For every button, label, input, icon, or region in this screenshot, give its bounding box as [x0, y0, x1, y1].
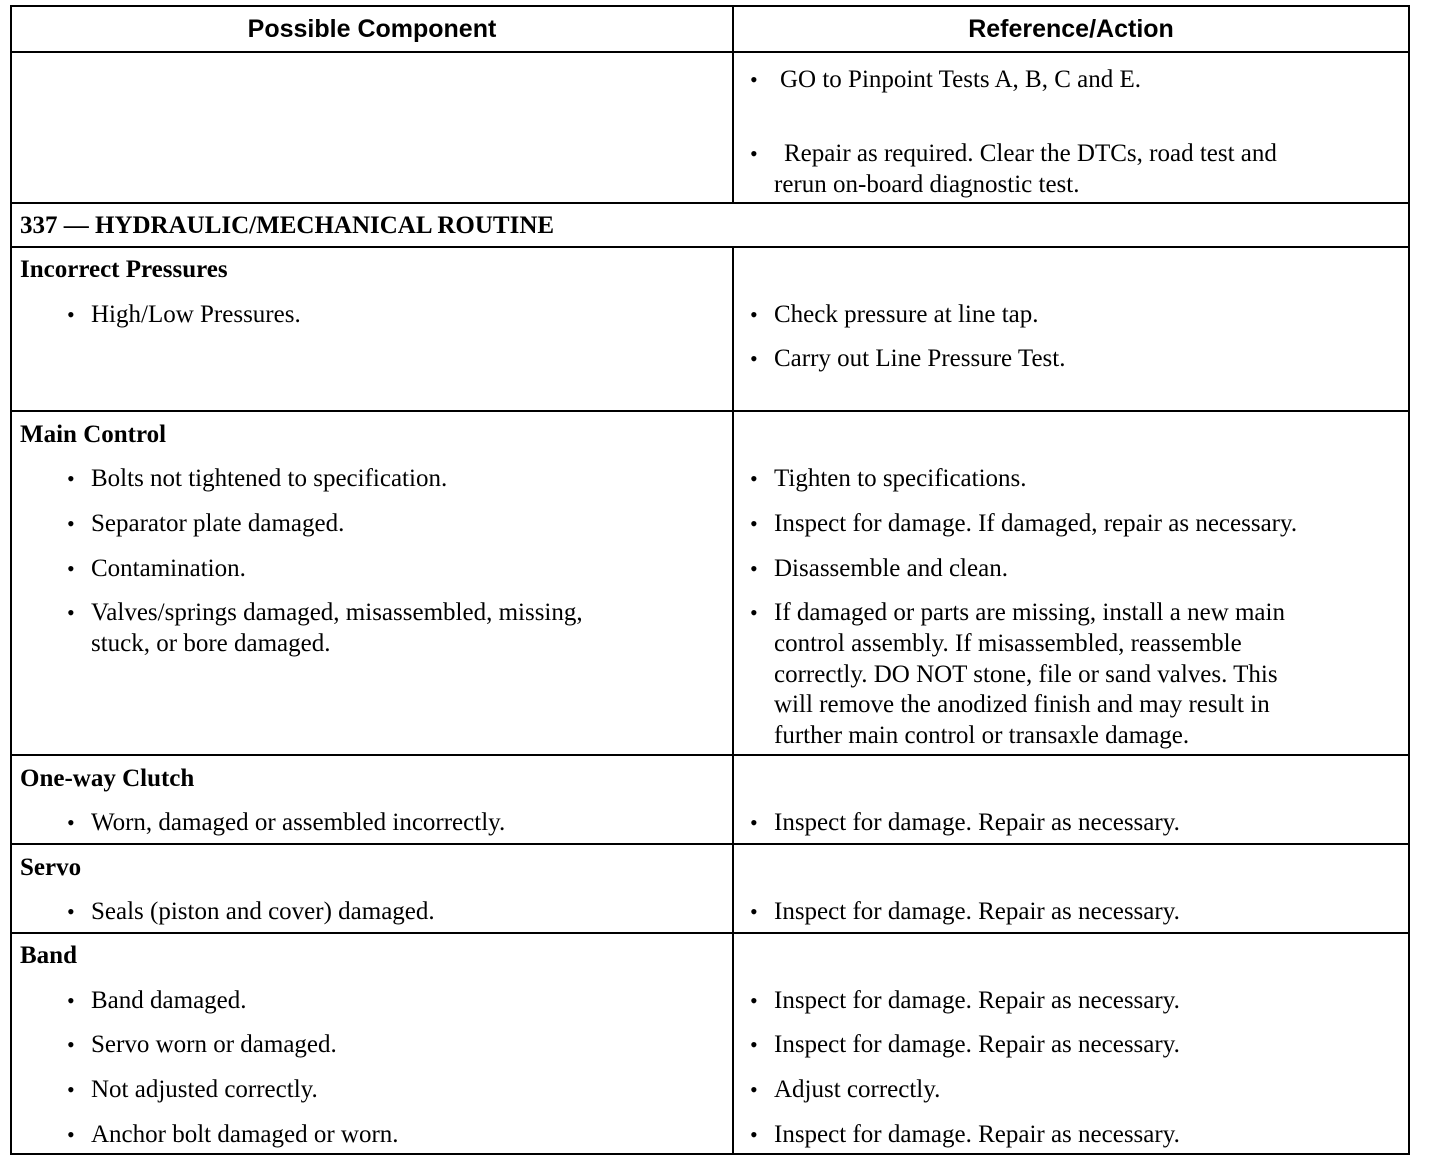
component-cell: [12, 248, 734, 410]
bullet-icon: •: [67, 1032, 75, 1057]
action-text: Check pressure at line tap.: [774, 301, 1039, 328]
header-possible-component: Possible Component: [12, 7, 734, 51]
bullet-icon: •: [67, 600, 75, 625]
component-text: Seals (piston and cover) damaged.: [91, 898, 435, 925]
action-text: control assembly. If misassembled, reassemble: [774, 630, 1242, 657]
component-text: Separator plate damaged.: [91, 510, 345, 537]
action-text: rerun on-board diagnostic test.: [774, 171, 1080, 198]
action-text: Inspect for damage. If damaged, repair as necessary.: [774, 510, 1298, 537]
bullet-icon: •: [750, 511, 758, 536]
action-text: Inspect for damage. Repair as necessary.: [774, 898, 1180, 925]
action-text: further main control or transaxle damage.: [774, 722, 1190, 749]
section-title: 337 — HYDRAULIC/MECHANICAL ROUTINE: [20, 212, 555, 239]
bullet-icon: •: [67, 988, 75, 1013]
bullet-icon: •: [750, 1032, 758, 1057]
header-reference-action: Reference/Action: [968, 15, 1174, 43]
action-cell: [734, 845, 1408, 932]
bullet-icon: •: [67, 556, 75, 581]
bullet-icon: •: [67, 511, 75, 536]
table-row: [12, 53, 1408, 204]
bullet-icon: •: [750, 899, 758, 924]
bullet-icon: •: [750, 302, 758, 327]
action-text: Inspect for damage. Repair as necessary.: [774, 1031, 1180, 1058]
bullet-icon: •: [750, 600, 758, 625]
table-row: [12, 845, 1408, 934]
component-cell: [12, 412, 734, 754]
bullet-icon: •: [750, 141, 758, 166]
component-cell: [12, 934, 734, 1153]
bullet-icon: •: [750, 556, 758, 581]
group-title: Servo: [20, 854, 82, 881]
table-header-row: [12, 7, 1408, 53]
action-text: Repair as required. Clear the DTCs, road test and: [784, 140, 1277, 167]
action-text: Tighten to specifications.: [774, 465, 1027, 492]
bullet-icon: •: [750, 67, 758, 92]
component-text: High/Low Pressures.: [91, 301, 301, 328]
table-row: [12, 756, 1408, 845]
group-title: One-way Clutch: [20, 765, 195, 792]
bullet-icon: •: [67, 899, 75, 924]
bullet-icon: •: [67, 302, 75, 327]
component-text: Bolts not tightened to specification.: [91, 465, 448, 492]
action-text: GO to Pinpoint Tests A, B, C and E.: [780, 66, 1142, 93]
component-text: Servo worn or damaged.: [91, 1031, 337, 1058]
table-row: [12, 934, 1408, 1153]
bullet-icon: •: [67, 1122, 75, 1147]
action-cell: [734, 248, 1408, 410]
bullet-icon: •: [67, 1077, 75, 1102]
bullet-icon: •: [750, 1122, 758, 1147]
table-row: [12, 248, 1408, 412]
group-title: Incorrect Pressures: [20, 256, 228, 283]
action-text: Inspect for damage. Repair as necessary.: [774, 987, 1180, 1014]
action-cell: [734, 412, 1408, 754]
section-title-cell: [12, 204, 1408, 246]
section-header-row: [12, 204, 1408, 248]
group-title: Band: [20, 942, 77, 969]
table-row: [12, 412, 1408, 756]
component-text: stuck, or bore damaged.: [91, 630, 331, 657]
component-text: Anchor bolt damaged or worn.: [91, 1121, 399, 1148]
bullet-icon: •: [750, 346, 758, 371]
component-text: Worn, damaged or assembled incorrectly.: [91, 809, 506, 836]
action-cell: [734, 53, 1408, 202]
action-text: Adjust correctly.: [774, 1076, 941, 1103]
diagnostic-table: [10, 5, 1410, 1155]
action-cell: [734, 756, 1408, 843]
group-title: Main Control: [20, 421, 167, 448]
component-text: Band damaged.: [91, 987, 247, 1014]
component-cell: [12, 845, 734, 932]
component-cell: [12, 756, 734, 843]
component-text: Contamination.: [91, 555, 246, 582]
component-text: Not adjusted correctly.: [91, 1076, 318, 1103]
bullet-icon: •: [67, 466, 75, 491]
action-cell: [734, 934, 1408, 1153]
action-text: Carry out Line Pressure Test.: [774, 345, 1066, 372]
action-text: Inspect for damage. Repair as necessary.: [774, 809, 1180, 836]
action-text: Inspect for damage. Repair as necessary.: [774, 1121, 1180, 1148]
action-text: correctly. DO NOT stone, file or sand valves. This: [774, 661, 1278, 688]
bullet-icon: •: [750, 988, 758, 1013]
bullet-icon: •: [750, 466, 758, 491]
action-text: will remove the anodized finish and may result in: [774, 691, 1270, 718]
component-cell: [12, 53, 734, 202]
bullet-icon: •: [750, 1077, 758, 1102]
bullet-icon: •: [67, 810, 75, 835]
bullet-icon: •: [750, 810, 758, 835]
action-text: Disassemble and clean.: [774, 555, 1008, 582]
component-text: Valves/springs damaged, misassembled, missing,: [91, 599, 583, 626]
action-text: If damaged or parts are missing, install a new main: [774, 599, 1285, 626]
